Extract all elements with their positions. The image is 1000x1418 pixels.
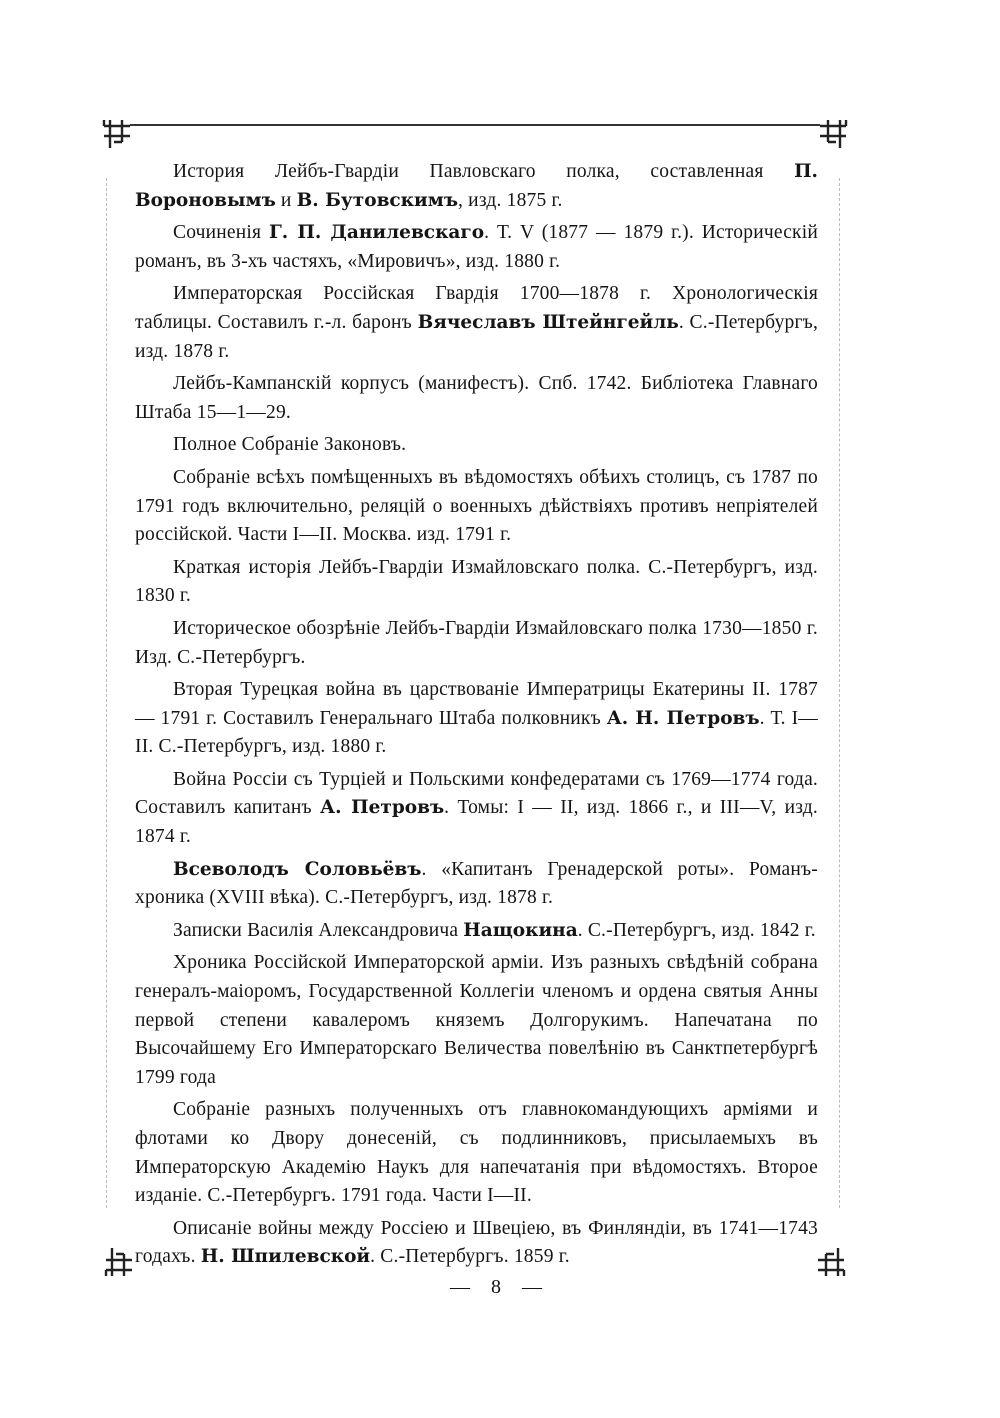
author-name: Г. П. Данилевскаго xyxy=(269,222,485,244)
author-name: Вячеславъ Штейнгейль xyxy=(417,311,679,333)
bibliography-entry xyxy=(135,370,818,427)
entry-text: Записки Василія Александровича xyxy=(173,919,464,941)
bibliography-entry xyxy=(135,280,818,366)
bibliography-list xyxy=(135,158,818,1276)
entry-text: Лейбъ-Кампанскій корпусъ (манифестъ). Спб. 1742. Библіотека Главнаго Штаба 15—1—29. xyxy=(135,373,818,423)
corner-ornament-icon xyxy=(814,1244,848,1278)
entry-text: Сочиненія xyxy=(173,222,269,244)
author-name: А. Петровъ xyxy=(320,797,445,819)
frame-top-rule xyxy=(130,124,820,126)
entry-text: . С.-Петербургъ. 1859 г. xyxy=(370,1246,570,1268)
author-name: Всеволодъ Соловьёвъ xyxy=(173,858,422,880)
entry-text: Императорская Россійская Гвардія 1700—1878 г. Хронологическія таблицы. Составилъ г.-л. баронъ xyxy=(135,283,818,333)
entry-text: Краткая исторія Лейбъ-Гвардіи Измайловскаго полка. С.-Петербургъ, изд. 1830 г. xyxy=(135,556,818,607)
entry-text: и xyxy=(275,189,297,211)
entry-text: . «Капитанъ Гренадерской роты». Романъ-хроника (XVIII вѣка). С.-Петербургъ, изд. 1878 г. xyxy=(135,858,819,909)
entry-text: Полное Собраніе Законовъ. xyxy=(173,434,407,456)
entry-text: Хроника Россійской Императорской арміи. Изъ разныхъ свѣдѣній собрана генералъ-маіоромъ, Государственной Коллегіи членомъ и ордена святыя Анны первой степени кавалеромъ княземъ Долгорукимъ. Напечатана по Высочайшему Его Императорскаго Величества повелѣнію въ Санктпетербургѣ 1799 года xyxy=(135,952,818,1088)
author-name: П. Вороновымъ xyxy=(135,161,818,211)
frame-left-rule xyxy=(106,178,107,1208)
author-name: В. Бутовскимъ xyxy=(296,189,459,211)
bibliography-entry xyxy=(135,464,818,550)
entry-text: Собраніе разныхъ полученныхъ отъ главнокомандующихъ арміями и флотами ко Двору донесеній, съ подлинниковъ, присылаемыхъ въ Императорскую Академію Наукъ для напечатанія при вѣдомостяхъ. Второе изданіе. С.-Петербургъ. 1791 года. Части I—II. xyxy=(135,1099,818,1207)
bibliography-entry xyxy=(135,1096,818,1210)
entry-text: Историческое обозрѣніе Лейбъ-Гвардіи Измайловскаго полка 1730—1850 г. Изд. С.-Петербургъ. xyxy=(135,617,818,668)
bibliography-entry xyxy=(135,676,818,762)
entry-text: История Лейбъ-Гвардіи Павловскаго полка, составленная xyxy=(173,161,795,182)
entry-text: . С.-Петербургъ, изд. 1878 г. xyxy=(135,311,819,362)
entry-text: . Т. V (1877 — 1879 г.). Историческій романъ, въ 3-хъ частяхъ, «Мировичъ», изд. 1880 г. xyxy=(135,222,818,272)
bibliography-entry xyxy=(135,431,818,460)
bibliography-entry xyxy=(135,856,818,913)
entry-text: Война Россіи съ Турціей и Польскими конфедератами съ 1769—1774 года. Составилъ капитанъ xyxy=(135,768,818,819)
bibliography-entry xyxy=(135,1215,818,1272)
entry-text: Вторая Турецкая война въ царствованіе Императрицы Екатерины II. 1787 — 1791 г. Составилъ Генеральнаго Штаба полковникъ xyxy=(135,679,818,729)
bibliography-entry xyxy=(135,917,818,946)
bibliography-entry xyxy=(135,949,818,1092)
bibliography-entry xyxy=(135,554,818,611)
author-name: Н. Шпилевской xyxy=(200,1246,371,1268)
page-number: — 8 — xyxy=(450,1276,550,1298)
entry-text: , изд. 1875 г. xyxy=(458,189,563,211)
entry-text: Собраніе всѣхъ помѣщенныхъ въ вѣдомостяхъ обѣихъ столицъ, съ 1787 по 1791 годъ включительно, реляцій о военныхъ дѣйствіяхъ противъ непріятелей россійской. Части I—II. Москва. изд. 1791 г. xyxy=(135,466,818,546)
bibliography-entry xyxy=(135,766,818,852)
entry-text: Описаніе войны между Россіею и Швеціею, въ Финляндіи, въ 1741—1743 годахъ. xyxy=(135,1217,818,1268)
entry-text: . Томы: I — II, изд. 1866 г., и III—V, изд. 1874 г. xyxy=(135,797,818,848)
frame-right-rule xyxy=(839,178,840,1208)
bibliography-entry xyxy=(135,219,818,276)
corner-ornament-icon xyxy=(100,118,134,152)
entry-text: . Т. I—II. С.-Петербургъ, изд. 1880 г. xyxy=(135,707,818,758)
corner-ornament-icon xyxy=(816,118,850,152)
corner-ornament-icon xyxy=(102,1244,136,1278)
author-name: Нащокина xyxy=(463,919,578,941)
bibliography-entry xyxy=(135,615,818,672)
entry-text: . С.-Петербургъ, изд. 1842 г. xyxy=(577,919,816,941)
author-name: А. Н. Петровъ xyxy=(606,707,760,729)
bibliography-entry xyxy=(135,158,818,215)
